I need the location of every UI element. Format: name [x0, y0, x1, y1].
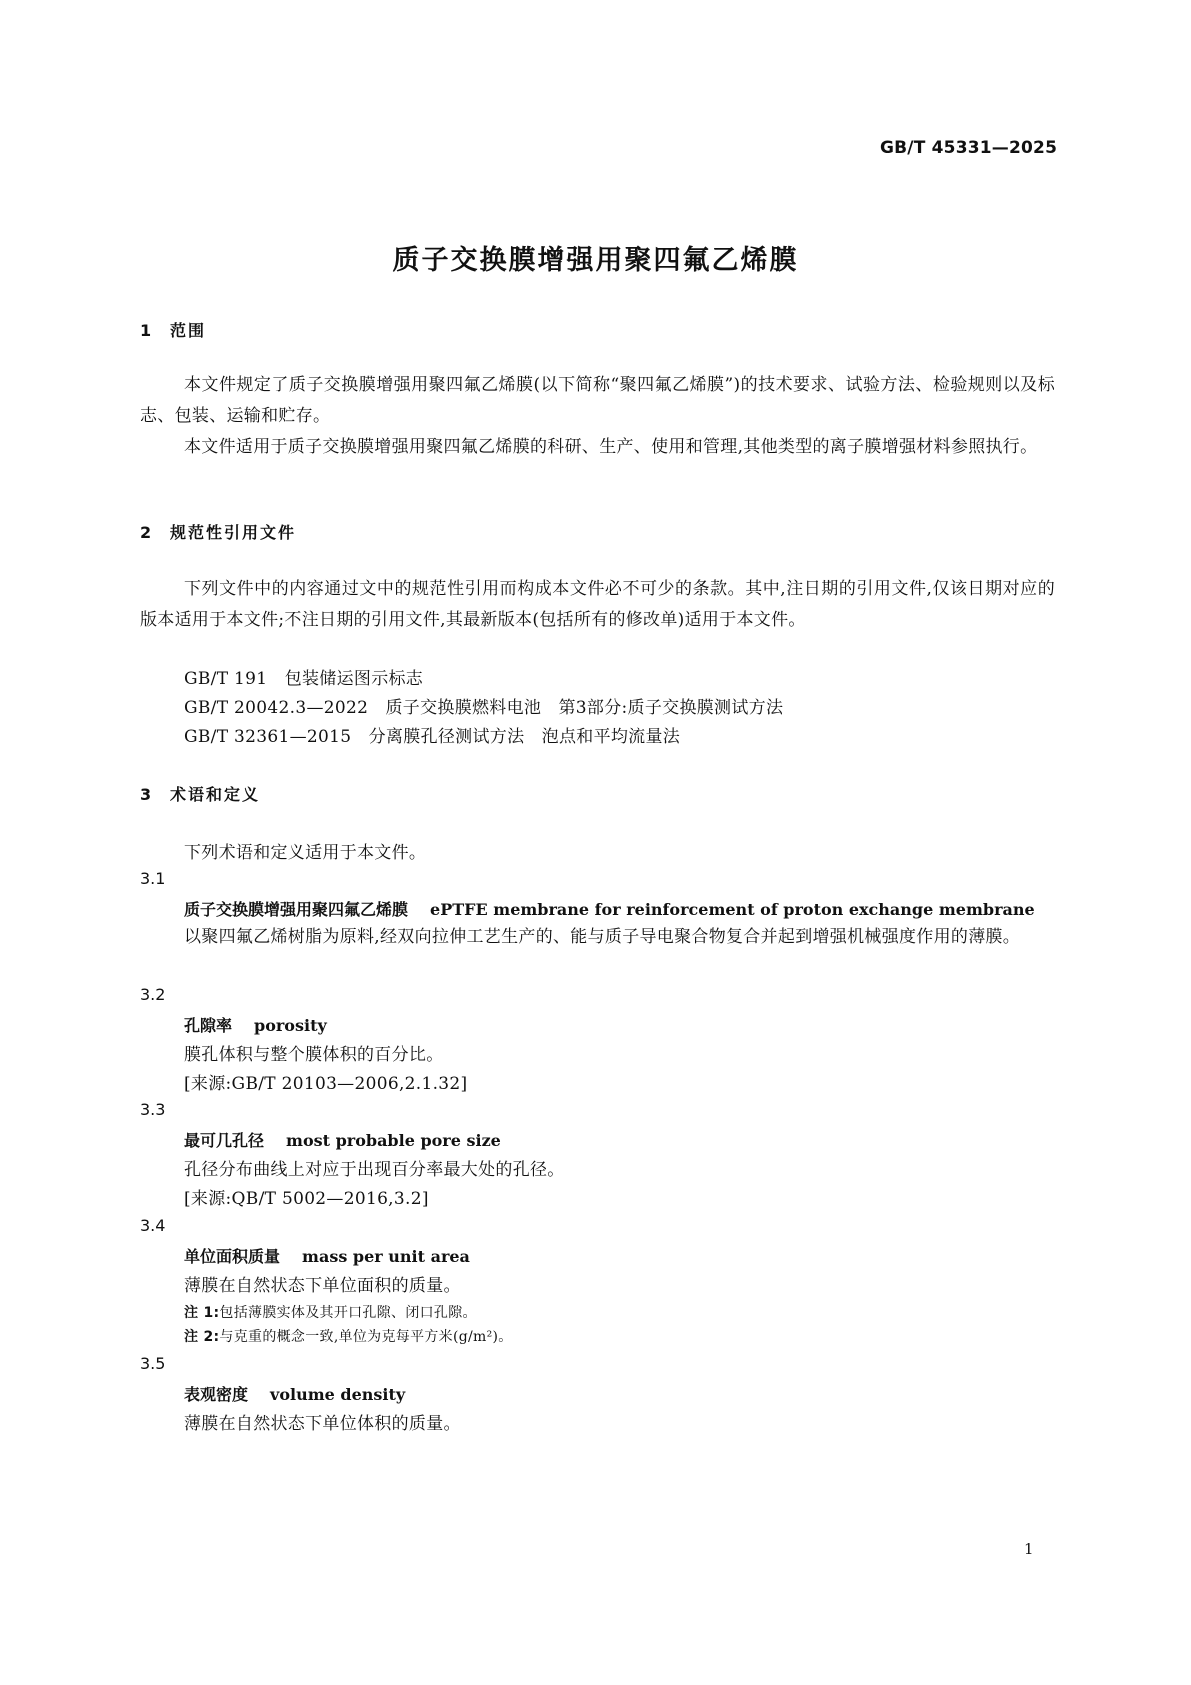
term-number: 3.3: [140, 1100, 166, 1119]
section-title: 术语和定义: [170, 785, 261, 804]
section-2-heading: [140, 520, 296, 543]
note-text: 包括薄膜实体及其开口孔隙、闭口孔隙。: [219, 1305, 477, 1321]
term-number: 3.1: [140, 869, 166, 888]
section-number: 1: [140, 321, 154, 340]
term-heading: [184, 1382, 405, 1405]
section-title: 规范性引用文件: [170, 523, 297, 542]
document-title: 质子交换膜增强用聚四氟乙烯膜: [392, 245, 799, 276]
term-en: mass per unit area: [302, 1247, 470, 1266]
term-zh: 质子交换膜增强用聚四氟乙烯膜: [184, 900, 409, 919]
term-definition: [140, 922, 1055, 953]
term-source: [来源:QB/T 5002—2016,3.2]: [184, 1189, 429, 1209]
section-number: 2: [140, 523, 154, 542]
paragraph: 下列文件中的内容通过文中的规范性引用而构成本文件必不可少的条款。其中,注日期的引用文件,仅该日期对应的版本适用于本文件;不注日期的引用文件,其最新版本(包括所有的修改单)适用于本文件。: [140, 579, 1055, 630]
note-label: 注 1:: [184, 1305, 220, 1321]
term-en: porosity: [254, 1016, 327, 1035]
section-2-body: [140, 574, 1055, 636]
section-number: 3: [140, 785, 154, 804]
term-number: 3.5: [140, 1354, 166, 1373]
term-heading: [184, 1128, 501, 1151]
term-zh: 最可几孔径: [184, 1131, 265, 1150]
definition-text: 薄膜在自然状态下单位体积的质量。: [184, 1414, 461, 1434]
term-number: 3.4: [140, 1216, 166, 1235]
document-id: GB/T 45331—2025: [880, 138, 1058, 158]
section-3-heading: [140, 782, 260, 805]
term-en: most probable pore size: [286, 1131, 501, 1150]
term-number: 3.2: [140, 985, 166, 1004]
term-zh: 单位面积质量: [184, 1247, 281, 1266]
reference-item: GB/T 32361—2015 分离膜孔径测试方法 泡点和平均流量法: [184, 727, 681, 747]
term-heading: [184, 1244, 470, 1267]
section-1-body: [140, 370, 1055, 463]
term-zh: 表观密度: [184, 1385, 249, 1404]
page-number: 1: [1024, 1540, 1034, 1558]
reference-item: GB/T 191 包装储运图示标志: [184, 669, 424, 689]
definition-text: 孔径分布曲线上对应于出现百分率最大处的孔径。: [184, 1160, 565, 1180]
reference-item: GB/T 20042.3—2022 质子交换膜燃料电池 第3部分:质子交换膜测试方法: [184, 698, 784, 718]
section-3-intro: 下列术语和定义适用于本文件。: [184, 843, 427, 863]
paragraph: 本文件适用于质子交换膜增强用聚四氟乙烯膜的科研、生产、使用和管理,其他类型的离子膜增强材料参照执行。: [184, 437, 1038, 457]
term-zh: 孔隙率: [184, 1016, 233, 1035]
term-en: volume density: [270, 1385, 406, 1404]
note-label: 注 2:: [184, 1329, 220, 1345]
term-source: [来源:GB/T 20103—2006,2.1.32]: [184, 1074, 468, 1094]
definition-text: 膜孔体积与整个膜体积的百分比。: [184, 1045, 444, 1065]
note-item: [184, 1302, 477, 1322]
section-1-heading: [140, 318, 206, 341]
section-title: 范围: [170, 321, 207, 340]
term-en: ePTFE membrane for reinforcement of proton exchange membrane: [430, 900, 1035, 919]
term-heading: [184, 1013, 327, 1036]
paragraph: 本文件规定了质子交换膜增强用聚四氟乙烯膜(以下简称“聚四氟乙烯膜”)的技术要求、试验方法、检验规则以及标志、包装、运输和贮存。: [140, 375, 1055, 426]
definition-text: 薄膜在自然状态下单位面积的质量。: [184, 1276, 461, 1296]
term-heading: [184, 897, 1035, 920]
note-text: 与克重的概念一致,单位为克每平方米(g/m²)。: [219, 1329, 513, 1345]
note-item: [184, 1326, 513, 1346]
definition-text: 以聚四氟乙烯树脂为原料,经双向拉伸工艺生产的、能与质子导电聚合物复合并起到增强机械强度作用的薄膜。: [184, 927, 1021, 947]
